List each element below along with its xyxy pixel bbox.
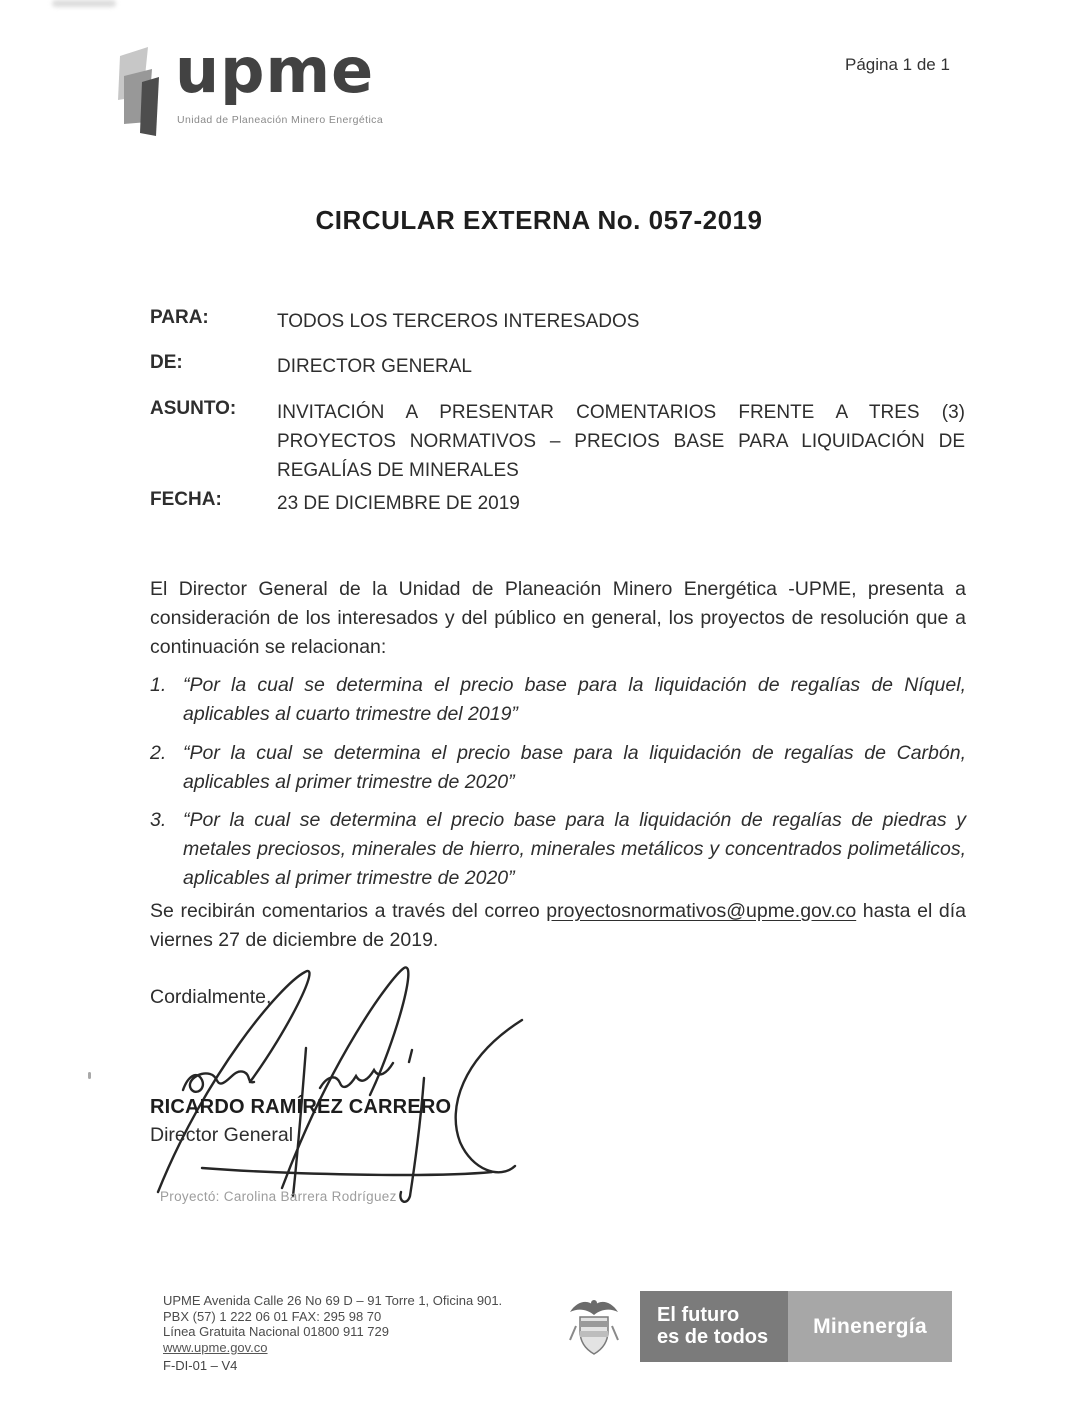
ink-speck xyxy=(88,1072,91,1079)
meta-label: PARA: xyxy=(150,307,209,328)
meta-value: TODOS LOS TERCEROS INTERESADOS xyxy=(277,311,640,332)
list-item-number: 2. xyxy=(150,742,167,764)
meta-label: FECHA: xyxy=(150,489,222,510)
list-item-text: “Por la cual se determina el precio base para la liquidación de regalías de Níquel, aplicables al cuarto trimestre del 2019” xyxy=(183,674,966,725)
coat-of-arms-icon xyxy=(568,1296,622,1367)
gov-slogan-line1: El futuro xyxy=(657,1304,740,1326)
closing-salutation: Cordialmente, xyxy=(150,986,272,1008)
meta-value: 23 DE DICIEMBRE DE 2019 xyxy=(277,493,520,514)
meta-row-de xyxy=(150,352,965,381)
footer-address xyxy=(163,1293,502,1355)
website-link[interactable]: www.upme.gov.co xyxy=(163,1339,268,1355)
signature-icon xyxy=(140,950,540,1215)
meta-value: DIRECTOR GENERAL xyxy=(277,356,472,377)
scan-smudge xyxy=(52,0,116,7)
gov-slogan-box xyxy=(640,1291,788,1362)
list-item xyxy=(150,806,966,893)
list-item xyxy=(150,671,966,729)
upme-logo-tagline: Unidad de Planeación Minero Energética xyxy=(177,114,384,126)
ministry-label: Minenergía xyxy=(813,1314,927,1338)
signer-title: Director General xyxy=(150,1124,294,1146)
ministry-box xyxy=(788,1291,952,1362)
meta-value: INVITACIÓN A PRESENTAR COMENTARIOS FRENTE A TRES (3) PROYECTOS NORMATIVOS – PRECIOS BASE PARA LIQUIDACIÓN DE REGALÍAS DE MINERALES xyxy=(277,402,965,481)
meta-label: DE: xyxy=(150,352,183,373)
list-item xyxy=(150,739,966,797)
list-item-text: “Por la cual se determina el precio base para la liquidación de regalías de piedras y metales preciosos, minerales de hierro, minerales metálicos y concentrados polimetálicos, aplicables al primer trimestre de 2020” xyxy=(183,809,966,889)
address-line: Línea Gratuita Nacional 01800 911 729 xyxy=(163,1324,389,1339)
upme-logo-mark-icon xyxy=(112,42,174,143)
meta-row-asunto xyxy=(150,398,965,485)
email-link[interactable]: proyectosnormativos@upme.gov.co xyxy=(546,900,857,922)
comments-text-after: hasta el día viernes 27 de diciembre de 2019. xyxy=(150,900,966,951)
address-line: UPME Avenida Calle 26 No 69 D – 91 Torre 1, Oficina 901. xyxy=(163,1293,503,1308)
address-line: PBX (57) 1 222 06 01 FAX: 295 98 70 xyxy=(163,1308,382,1324)
gov-slogan-line2: es de todos xyxy=(657,1326,769,1348)
list-item-number: 3. xyxy=(150,809,167,831)
form-code: F-DI-01 – V4 xyxy=(163,1358,238,1373)
upme-logo-text: upme xyxy=(175,34,375,107)
meta-label: ASUNTO: xyxy=(150,398,237,419)
signer-name: RICARDO RAMÍREZ CARRERO xyxy=(150,1096,452,1118)
meta-row-fecha xyxy=(150,489,965,518)
comments-text-before: Se recibirán comentarios a través del correo xyxy=(150,900,547,922)
prepared-by-note: Proyectó: Carolina Barrera Rodríguez xyxy=(160,1189,397,1204)
comments-paragraph xyxy=(150,897,966,955)
page-indicator: Página 1 de 1 xyxy=(845,55,950,74)
list-item-text: “Por la cual se determina el precio base para la liquidación de regalías de Carbón, aplicables al primer trimestre de 2020” xyxy=(183,742,966,793)
meta-row-para xyxy=(150,307,965,336)
body-intro: El Director General de la Unidad de Planeación Minero Energética -UPME, presenta a consideración de los interesados y del público en general, los proyectos de resolución que a continuación se relacionan: xyxy=(150,578,966,658)
document-title: CIRCULAR EXTERNA No. 057-2019 xyxy=(315,205,763,235)
list-item-number: 1. xyxy=(150,674,167,696)
